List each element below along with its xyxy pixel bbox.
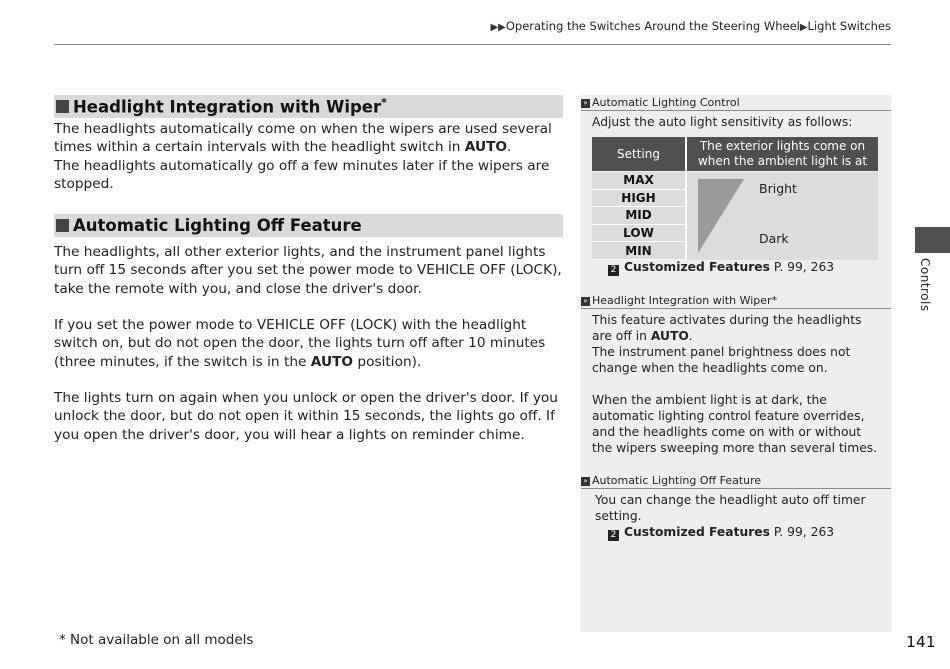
note-text: When the ambient light is at dark, the automatic lighting control feature overrides, and the headlights come on with or without the wipers sweeping more than several times. (592, 393, 878, 455)
heading-square-icon (56, 219, 69, 232)
level-list (592, 172, 687, 260)
text-run: position). (353, 353, 422, 370)
note-text: The instrument panel brightness does not change when the headlights come on. (592, 345, 851, 375)
note-automatic-lighting-control (581, 95, 891, 285)
footnote-star: * (381, 96, 387, 110)
note-title: Headlight Integration with Wiper (592, 294, 772, 307)
note-heading (581, 293, 891, 309)
bold-term: AUTO (464, 139, 508, 156)
sidebar-notes (581, 95, 891, 632)
paragraph (54, 120, 563, 157)
section-title: Automatic Lighting Off Feature (73, 216, 362, 236)
level-low: LOW (592, 225, 685, 243)
chapter-tab-label: Controls (918, 258, 932, 312)
note-text: Adjust the auto light sensitivity as follows: (592, 115, 853, 129)
note-text: You can change the headlight auto off timer setting. (595, 493, 866, 523)
paragraph (54, 316, 563, 371)
text-run: . (688, 329, 693, 343)
cross-reference-icon: 2 (608, 530, 619, 541)
bold-term: AUTO (650, 329, 689, 343)
table-body (592, 172, 878, 260)
chapter-tab-marker (915, 227, 950, 253)
level-high: HIGH (592, 190, 685, 208)
bold-term: AUTO (310, 353, 354, 370)
dark-label: Dark (759, 231, 789, 246)
level-min: MIN (592, 242, 685, 260)
customized-features-link[interactable] (608, 259, 834, 276)
level-max: MAX (592, 172, 685, 190)
level-mid: MID (592, 207, 685, 225)
footnote: * Not available on all models (59, 632, 254, 648)
note-text (581, 312, 891, 344)
note-icon: » (581, 99, 590, 108)
bright-label: Bright (759, 181, 797, 196)
heading-square-icon (56, 100, 69, 113)
breadcrumb-part-2[interactable]: Light Switches (807, 19, 891, 33)
xref-pages: P. 99, 263 (769, 525, 835, 539)
brightness-wedge-icon (698, 179, 744, 253)
breadcrumb-separator-icon: ▶ (799, 22, 808, 33)
breadcrumb-arrows-icon: ▶▶ (490, 22, 506, 33)
section-heading-auto-lighting-off (54, 214, 563, 237)
note-icon: » (581, 477, 590, 486)
note-automatic-lighting-off (581, 473, 891, 541)
text-run: This feature activates during the headlights are off in (592, 313, 862, 343)
cross-reference-icon: 2 (608, 265, 619, 276)
customized-features-link[interactable] (581, 524, 891, 541)
section-heading-headlight-integration (54, 95, 563, 118)
note-icon: » (581, 297, 590, 306)
brightness-wedge-graphic (687, 172, 878, 260)
note-title: Automatic Lighting Control (592, 96, 740, 109)
note-title: Automatic Lighting Off Feature (592, 474, 762, 487)
header-divider (54, 44, 891, 45)
note-heading (581, 95, 891, 111)
breadcrumb-part-1[interactable]: Operating the Switches Around the Steering Wheel (505, 19, 800, 33)
main-content (54, 95, 563, 444)
paragraph: The headlights automatically go off a few minutes later if the wipers are stopped. (54, 157, 550, 192)
note-heading (581, 473, 891, 489)
paragraph: The headlights, all other exterior lights, and the instrument panel lights turn off 15 seconds after you set the power mode to VEHICLE OFF (LOCK), take the remote with you, and close the driver's door. (54, 244, 562, 297)
text-run: . (507, 139, 512, 156)
sensitivity-table (592, 137, 878, 260)
xref-label: Customized Features (624, 260, 770, 274)
text-run: The headlights automatically come on when the wipers are used several times within a certain intervals with the headlight switch in (54, 121, 552, 156)
note-headlight-integration (581, 293, 891, 456)
text-run: If you set the power mode to VEHICLE OFF (LOCK) with the headlight switch on, but do not open the door, the lights turn off after 10 minutes (three minutes, if the switch is in the (54, 317, 546, 370)
section-title: Headlight Integration with Wiper (73, 97, 382, 117)
footnote-star: * (771, 294, 778, 307)
column-header-ambient: The exterior lights come on when the ambient light is at (687, 137, 878, 171)
breadcrumb (490, 19, 891, 33)
table-header (592, 137, 878, 171)
paragraph: The lights turn on again when you unlock or open the driver's door. If you unlock the door, but do not open it within 15 seconds, the lights go off. If you open the driver's door, you will hear a lights on reminder chime. (54, 389, 558, 443)
column-header-setting: Setting (592, 137, 687, 171)
xref-pages: P. 99, 263 (769, 260, 835, 274)
xref-label: Customized Features (624, 525, 770, 539)
page-number: 141 (906, 633, 936, 651)
